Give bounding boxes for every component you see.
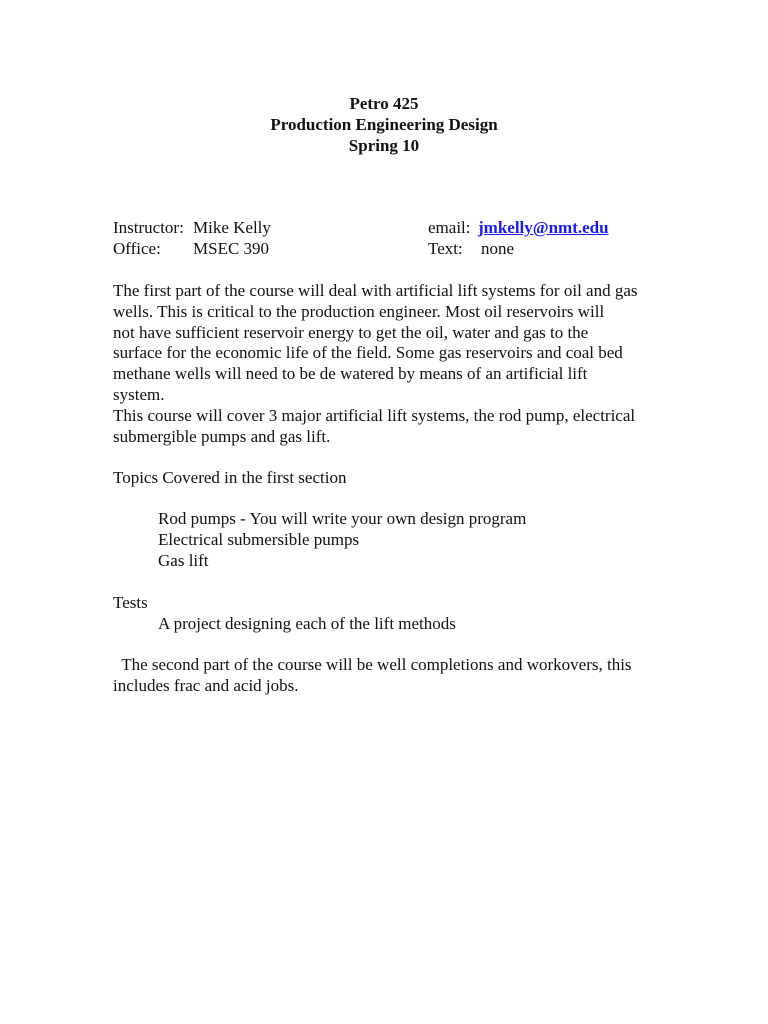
topics-heading: Topics Covered in the first section [113, 468, 347, 487]
document-header [0, 94, 768, 157]
office-value: MSEC 390 [193, 239, 270, 258]
second-part-paragraph [113, 655, 668, 697]
list-item: Gas lift [158, 550, 209, 570]
text-value: none [481, 239, 515, 258]
email-label: email: [428, 218, 471, 237]
instructor-row [113, 218, 673, 239]
paragraph-line: submergible pumps and gas lift. [113, 426, 331, 446]
paragraph-line: methane wells will need to be de watered by means of an artificial lift [113, 364, 588, 384]
tests-heading: Tests [113, 593, 148, 612]
topics-list [158, 509, 526, 571]
email-link[interactable]: jmkelly@nmt.edu [478, 218, 609, 237]
paragraph-line: system. [113, 384, 165, 404]
office-label: Office: [113, 239, 161, 258]
course-number: Petro 425 [349, 94, 419, 113]
text-label: Text: [428, 239, 463, 258]
list-item: Electrical submersible pumps [158, 529, 360, 549]
office-row [113, 239, 673, 260]
course-title: Production Engineering Design [270, 115, 498, 134]
paragraph-line: The second part of the course will be well completions and workovers, this [113, 655, 632, 674]
paragraph-line: surface for the economic life of the field. Some gas reservoirs and coal bed [113, 343, 623, 363]
paragraph-line: The first part of the course will deal with artificial lift systems for oil and gas [113, 281, 638, 300]
paragraph-line: not have sufficient reservoir energy to get the oil, water and gas to the [113, 322, 589, 342]
paragraph-line: wells. This is critical to the production engineer. Most oil reservoirs will [113, 301, 605, 321]
paragraph-line: This course will cover 3 major artificial lift systems, the rod pump, electrical [113, 405, 636, 425]
course-info [113, 218, 673, 260]
paragraph-line: includes frac and acid jobs. [113, 675, 299, 695]
tests-item: A project designing each of the lift methods [158, 614, 456, 633]
instructor-name: Mike Kelly [193, 218, 271, 237]
list-item: Rod pumps - You will write your own design program [158, 509, 527, 528]
course-term: Spring 10 [348, 136, 420, 155]
intro-paragraph [113, 281, 668, 447]
instructor-label: Instructor: [113, 218, 184, 237]
